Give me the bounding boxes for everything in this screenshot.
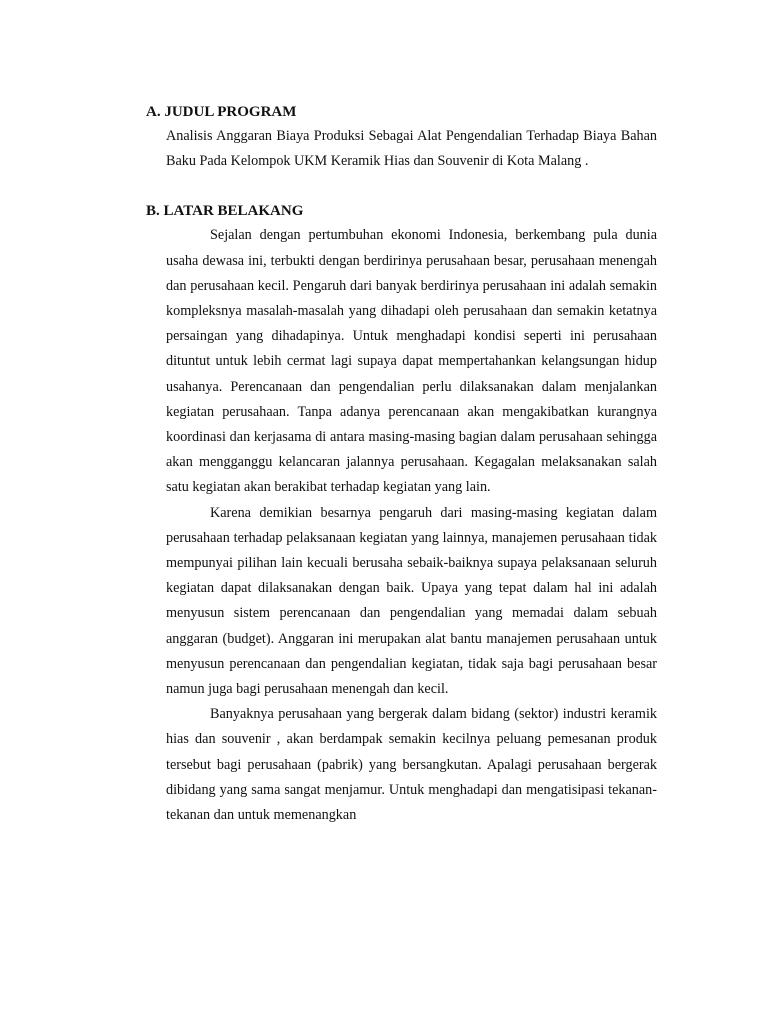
background-paragraph-3: Banyaknya perusahaan yang bergerak dalam bidang (sektor) industri keramik hias dan souvenir , akan berdampak semakin kecilnya peluang pemesanan produk tersebut bagi perusahaan (pabrik) yang bersangkutan. Apalagi perusahaan bergerak dibidang yang sama sangat menjamur. Untuk menghadapi dan mengatisipasi tekanan-tekanan dan untuk memenangkan bbox=[166, 706, 657, 824]
background-paragraph-1: Sejalan dengan pertumbuhan ekonomi Indonesia, berkembang pula dunia usaha dewasa ini, terbukti dengan berdirinya perusahaan besar, perusahaan menengah dan perusahaan kecil. Pengaruh dari banyak berdirinya perusahaan ini adalah semakin kompleksnya masalah-masalah yang dihadapi oleh perusahaan dan semakin ketatnya persaingan yang dihadapinya. Untuk menghadapi kondisi seperti ini perusahaan dituntut untuk lebih cermat lagi supaya dapat mempertahankan kelangsungan hidup usahanya. Perencanaan dan pengendalian perlu dilaksanakan dalam menjalankan kegiatan perusahaan. Tanpa adanya perencanaan akan mengakibatkan kurangnya koordinasi dan kerjasama di antara masing-masing bagian dalam perusahaan sehingga akan mengganggu kelancaran jalannya perusahaan. Kegagalan melaksanakan salah satu kegiatan akan berakibat terhadap kegiatan yang lain. bbox=[166, 227, 657, 496]
section-a-heading: A. JUDUL PROGRAM bbox=[146, 104, 297, 120]
background-paragraph-2: Karena demikian besarnya pengaruh dari masing-masing kegiatan dalam perusahaan terhadap pelaksanaan kegiatan yang lainnya, manajemen perusahaan tidak mempunyai pilihan lain kecuali berusaha sebaik-baiknya supaya pelaksanaan seluruh kegiatan dapat dilaksanakan dengan baik. Upaya yang tepat dalam hal ini adalah menyusun sistem perencanaan dan pengendalian yang memadai dalam sebuah anggaran (budget). Anggaran ini merupakan alat bantu manajemen perusahaan untuk menyusun perencanaan dan pengendalian kegiatan, tidak saja bagi perusahaan besar namun juga bagi perusahaan menengah dan kecil. bbox=[166, 504, 657, 698]
document-page bbox=[146, 101, 658, 828]
section-b-heading: B. LATAR BELAKANG bbox=[146, 203, 304, 220]
program-title-text: Analisis Anggaran Biaya Produksi Sebagai Alat Pengendalian Terhadap Biaya Bahan Baku Pada Kelompok UKM Keramik Hias dan Souvenir di Kota Malang . bbox=[166, 128, 657, 170]
